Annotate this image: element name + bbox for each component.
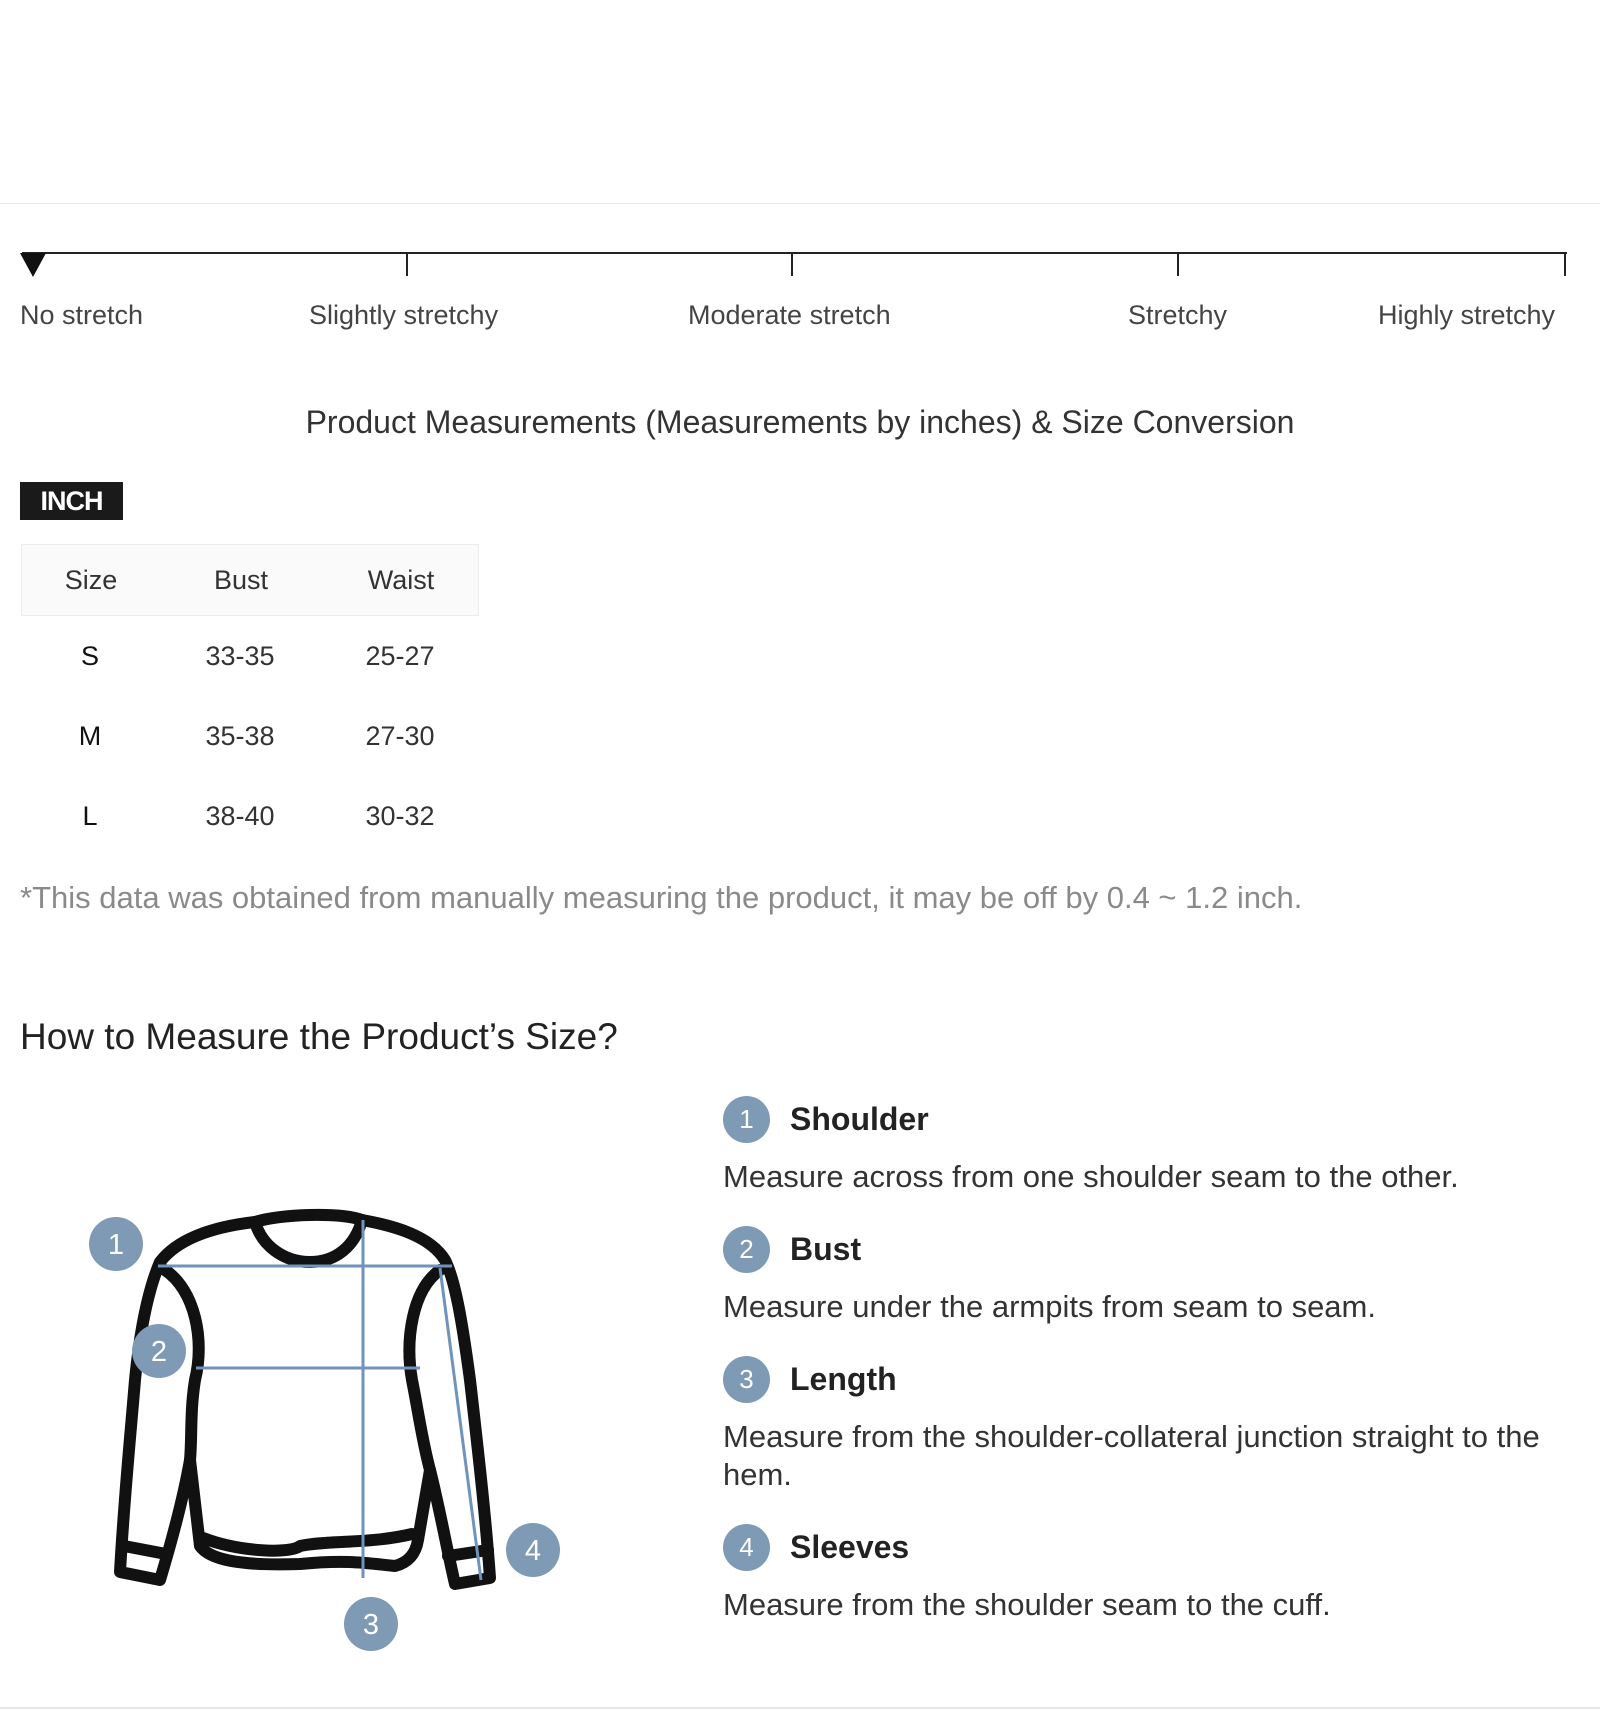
marker-4 [506, 1523, 560, 1577]
cell-bust: 38-40 [205, 800, 275, 831]
instruction-name: Length [790, 1360, 897, 1397]
instruction-description: Measure across from one shoulder seam to the other. [723, 1159, 1459, 1194]
instruction-description: Measure from the shoulder-collateral junction straight to the hem. [723, 1419, 1540, 1492]
instruction-sleeves [723, 1522, 1583, 1624]
number-badge: 4 [723, 1524, 770, 1571]
top-divider [0, 203, 1600, 204]
instruction-name: Shoulder [790, 1100, 929, 1137]
scale-tick [1564, 252, 1566, 276]
table-row [21, 696, 479, 776]
instruction-head [723, 1094, 1583, 1144]
header-size: Size [64, 564, 118, 595]
pointer-triangle-icon [20, 253, 46, 277]
measure-instructions [723, 1094, 1583, 1652]
cell-size: S [80, 640, 99, 671]
bottom-divider [0, 1707, 1600, 1709]
disclaimer-text: *This data was obtained from manually measuring the product, it may be off by 0.4 ~ 1.2 inch. [20, 880, 1303, 915]
instruction-name: Sleeves [790, 1528, 910, 1565]
right-cuff [448, 1550, 488, 1556]
table-row [21, 776, 479, 856]
instruction-description: Measure from the shoulder seam to the cuff. [723, 1587, 1331, 1622]
hem-band [203, 1534, 412, 1551]
instruction-shoulder [723, 1094, 1583, 1196]
measure-title: How to Measure the Product’s Size? [20, 1016, 618, 1057]
table-row [21, 616, 479, 696]
cell-waist: 27-30 [365, 720, 435, 751]
header-waist: Waist [367, 564, 435, 595]
instruction-name: Bust [790, 1230, 862, 1267]
marker-1 [89, 1217, 143, 1271]
cell-bust: 33-35 [205, 640, 275, 671]
right-armhole [409, 1270, 440, 1470]
scale-label-moderate-stretch: Moderate stretch [688, 300, 891, 330]
marker-1-label: 1 [107, 1229, 125, 1261]
scale-tick [791, 252, 793, 276]
cell-size: L [82, 800, 98, 831]
marker-4-label: 4 [524, 1535, 542, 1567]
scale-label-slightly-stretchy: Slightly stretchy [309, 300, 499, 330]
number-badge: 3 [723, 1356, 770, 1403]
table-header [21, 544, 479, 616]
cell-bust: 35-38 [205, 720, 275, 751]
sweater-collar [255, 1220, 362, 1262]
number-badge: 2 [723, 1226, 770, 1273]
instruction-head [723, 1354, 1583, 1404]
instruction-head [723, 1224, 1583, 1274]
marker-2-label: 2 [150, 1336, 168, 1368]
cell-waist: 25-27 [365, 640, 435, 671]
instruction-head [723, 1522, 1583, 1572]
instruction-bust [723, 1224, 1583, 1326]
instruction-length [723, 1354, 1583, 1494]
marker-3 [344, 1597, 398, 1651]
unit-badge: INCH [20, 482, 123, 520]
header-bust: Bust [213, 564, 269, 595]
marker-3-label: 3 [362, 1609, 380, 1641]
sweater-diagram [80, 1200, 580, 1660]
size-table [21, 544, 479, 856]
stretch-scale [0, 240, 1600, 350]
marker-2 [132, 1324, 186, 1378]
instruction-description: Measure under the armpits from seam to seam. [723, 1289, 1376, 1324]
left-cuff [124, 1546, 166, 1554]
scale-tick [406, 252, 408, 276]
scale-label-stretchy: Stretchy [1128, 300, 1228, 330]
scale-tick [1177, 252, 1179, 276]
scale-label-highly-stretchy: Highly stretchy [1378, 300, 1556, 330]
cell-waist: 30-32 [365, 800, 435, 831]
section-title: Product Measurements (Measurements by inches) & Size Conversion [305, 404, 1295, 440]
scale-label-no-stretch: No stretch [20, 300, 144, 330]
scale-line [22, 252, 1567, 254]
cell-size: M [78, 720, 102, 751]
number-badge: 1 [723, 1096, 770, 1143]
